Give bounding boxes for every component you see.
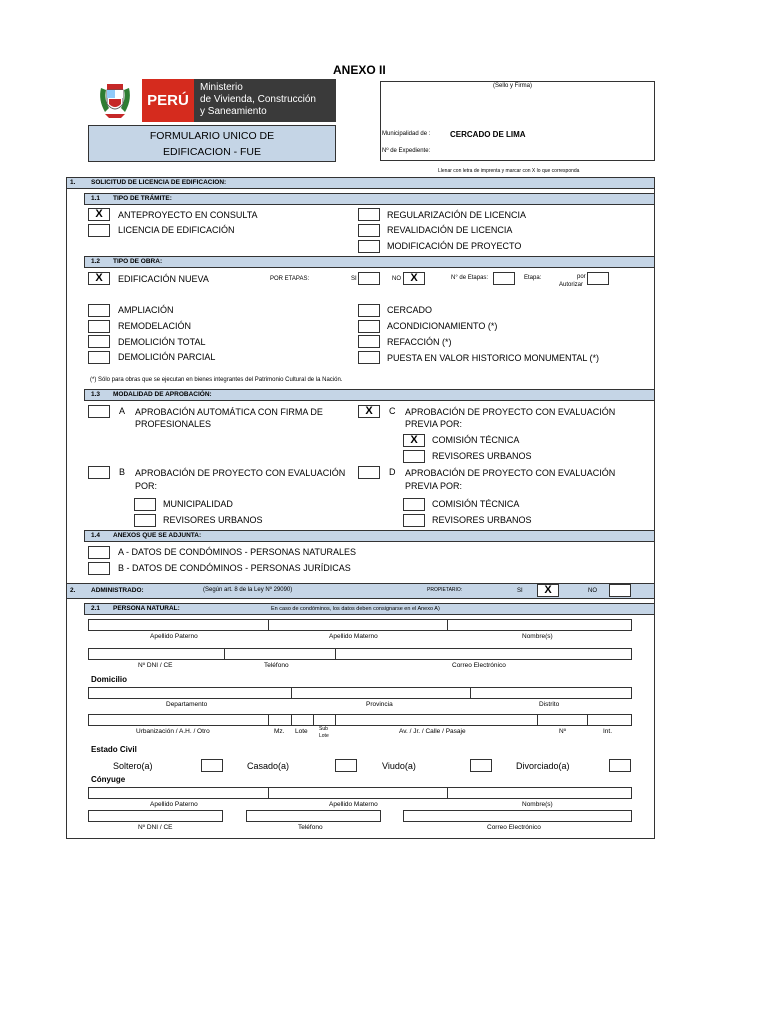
label-viudo: Viudo(a) <box>382 761 416 771</box>
label-modalidad-b-1: APROBACIÓN DE PROYECTO CON EVALUACIÓN <box>135 468 346 478</box>
obra-footnote: (*) Sólo para obras que se ejecutan en bienes integrantes del Patrimonio Cultural de la Nación. <box>90 377 343 383</box>
section-2-no: NO <box>588 588 597 594</box>
checkbox-cercado[interactable] <box>358 304 380 317</box>
label-d-comision: COMISIÓN TÉCNICA <box>432 499 520 509</box>
section-2-propietario: PROPIETARIO: <box>427 587 463 593</box>
section-1-2-num: 1.2 <box>91 258 101 265</box>
checkbox-refaccion[interactable] <box>358 335 380 348</box>
label-por: por <box>577 274 586 280</box>
section-1-1-num: 1.1 <box>91 195 101 202</box>
caption-nombres: Nombre(s) <box>522 633 553 640</box>
input-dni[interactable] <box>88 648 223 660</box>
label-c-comision: COMISIÓN TÉCNICA <box>432 435 520 445</box>
checkbox-viudo[interactable] <box>470 759 492 772</box>
label-c-revisores: REVISORES URBANOS <box>432 451 532 461</box>
label-modalidad-a-letter: A <box>119 406 126 416</box>
caption-interior: Int. <box>603 728 613 735</box>
label-divorciado: Divorciado(a) <box>516 761 570 771</box>
caption-apellido-materno: Apellido Materno <box>329 633 378 640</box>
section-1-1-header <box>84 193 655 205</box>
peru-logo-text: PERÚ <box>147 92 189 109</box>
caption-urbanizacion: Urbanización / A.H. / Otro <box>136 728 210 735</box>
municipalidad-value[interactable]: CERCADO DE LIMA <box>450 130 526 139</box>
checkbox-c-revisores[interactable] <box>403 450 425 463</box>
caption-conyuge-dni: Nº DNI / CE <box>138 824 173 831</box>
section-1-4-title: ANEXOS QUE SE ADJUNTA: <box>113 532 202 539</box>
label-estado-civil: Estado Civil <box>91 745 137 754</box>
checkbox-regularizacion[interactable] <box>358 208 380 221</box>
checkbox-puesta-en-valor[interactable] <box>358 351 380 364</box>
checkbox-modificacion[interactable] <box>358 240 380 253</box>
form-title-line-2: EDIFICACION - FUE <box>162 146 261 158</box>
input-conyuge-dni[interactable] <box>88 810 223 822</box>
label-modalidad-c-1: APROBACIÓN DE PROYECTO CON EVALUACIÓN <box>405 407 616 417</box>
input-sublote[interactable] <box>313 714 334 726</box>
label-b-municipalidad: MUNICIPALIDAD <box>163 499 233 509</box>
checkbox-anteproyecto[interactable]: X <box>88 208 110 221</box>
label-revalidacion: REVALIDACIÓN DE LICENCIA <box>387 225 513 235</box>
label-modificacion: MODIFICACIÓN DE PROYECTO <box>387 241 522 251</box>
label-b-revisores: REVISORES URBANOS <box>163 515 263 525</box>
section-1-header <box>66 177 655 189</box>
label-autorizar: Autorizar <box>559 282 584 288</box>
section-2-title: ADMINISTRADO: <box>91 587 144 594</box>
form-title-box <box>88 125 336 162</box>
caption-conyuge-correo: Correo Electrónico <box>487 824 541 831</box>
input-etapa[interactable] <box>587 272 609 285</box>
checkbox-b-municipalidad[interactable] <box>134 498 156 511</box>
label-cercado: CERCADO <box>387 305 433 315</box>
section-2-ley: (Según art. 8 de la Ley Nº 29090) <box>203 587 293 593</box>
checkbox-demolicion-total[interactable] <box>88 335 110 348</box>
caption-correo: Correo Electrónico <box>452 662 506 669</box>
caption-conyuge-telefono: Teléfono <box>298 824 323 831</box>
section-2-1-header <box>84 603 655 615</box>
page-title: ANEXO II <box>333 63 386 77</box>
label-ampliacion: AMPLIACIÓN <box>118 305 174 315</box>
input-conyuge-nombres[interactable] <box>447 787 632 799</box>
caption-conyuge-nombres: Nombre(s) <box>522 801 553 808</box>
label-conyuge: Cónyuge <box>91 775 126 784</box>
section-1-2-header <box>84 256 655 268</box>
caption-departamento: Departamento <box>166 701 208 708</box>
section-1-num: 1. <box>70 179 76 186</box>
checkbox-etapas-no[interactable]: X <box>403 272 425 285</box>
checkbox-anexo-b[interactable] <box>88 562 110 575</box>
label-modalidad-b-letter: B <box>119 467 126 477</box>
label-modalidad-b-2: POR: <box>135 481 158 491</box>
checkbox-etapas-si[interactable] <box>358 272 380 285</box>
checkbox-demolicion-parcial[interactable] <box>88 351 110 364</box>
input-telefono[interactable] <box>224 648 334 660</box>
caption-numero: Nº <box>559 728 567 735</box>
checkbox-revalidacion[interactable] <box>358 224 380 237</box>
section-1-1-title: TIPO DE TRÁMITE: <box>113 195 172 202</box>
section-1-4-header <box>84 530 655 542</box>
checkbox-acondicionamiento[interactable] <box>358 320 380 333</box>
input-apellido-paterno[interactable] <box>88 619 267 631</box>
input-urbanizacion[interactable] <box>88 714 267 726</box>
caption-apellido-paterno: Apellido Paterno <box>150 633 198 640</box>
checkbox-divorciado[interactable] <box>609 759 631 772</box>
label-acondicionamiento: ACONDICIONAMIENTO (*) <box>387 321 498 331</box>
label-n-etapas: N° de Etapas: <box>451 275 489 281</box>
label-edificacion-nueva: EDIFICACIÓN NUEVA <box>118 274 209 284</box>
label-refaccion: REFACCIÓN (*) <box>387 337 452 347</box>
caption-conyuge-apellido-materno: Apellido Materno <box>329 801 378 808</box>
label-anteproyecto: ANTEPROYECTO EN CONSULTA <box>118 210 258 220</box>
municipalidad-label: Municipalidad de : <box>382 131 431 137</box>
label-domicilio: Domicilio <box>91 675 128 684</box>
input-interior[interactable] <box>587 714 632 726</box>
section-1-4-num: 1.4 <box>91 532 101 539</box>
checkbox-casado[interactable] <box>335 759 357 772</box>
input-numero[interactable] <box>537 714 586 726</box>
label-d-revisores: REVISORES URBANOS <box>432 515 532 525</box>
caption-via: Av. / Jr. / Calle / Pasaje <box>399 728 466 735</box>
label-modalidad-a-2: PROFESIONALES <box>135 419 212 429</box>
label-demolicion-parcial: DEMOLICIÓN PARCIAL <box>118 352 216 362</box>
peru-logo <box>142 79 194 122</box>
input-departamento[interactable] <box>88 687 290 699</box>
ministry-line-2: de Vivienda, Construcción <box>200 94 316 105</box>
label-soltero: Soltero(a) <box>113 761 153 771</box>
label-licencia: LICENCIA DE EDIFICACIÓN <box>118 225 235 235</box>
checkbox-remodelacion[interactable] <box>88 320 110 333</box>
label-etapas-si: SI <box>351 276 357 282</box>
input-lote[interactable] <box>291 714 312 726</box>
section-2-num: 2. <box>70 587 76 594</box>
label-modalidad-c-2: PREVIA POR: <box>405 419 463 429</box>
input-correo[interactable] <box>335 648 632 660</box>
section-1-3-header <box>84 389 655 401</box>
caption-telefono: Teléfono <box>264 662 289 669</box>
label-por-etapas: POR ETAPAS: <box>270 276 310 282</box>
checkbox-c-comision[interactable]: X <box>403 434 425 447</box>
section-1-3-title: MODALIDAD DE APROBACIÓN: <box>113 391 212 398</box>
form-title-line-1: FORMULARIO UNICO DE <box>149 130 275 142</box>
checkbox-propietario-si[interactable]: X <box>537 584 559 597</box>
label-puesta-en-valor: PUESTA EN VALOR HISTORICO MONUMENTAL (*) <box>387 353 600 363</box>
caption-lote: Lote <box>295 728 308 735</box>
caption-sub: Sub <box>319 726 328 732</box>
input-conyuge-telefono[interactable] <box>246 810 381 822</box>
ministry-line-1: Ministerio <box>200 82 243 93</box>
input-provincia[interactable] <box>291 687 470 699</box>
label-modalidad-d-1: APROBACIÓN DE PROYECTO CON EVALUACIÓN <box>405 468 616 478</box>
checkbox-soltero[interactable] <box>201 759 223 772</box>
label-regularizacion: REGULARIZACIÓN DE LICENCIA <box>387 210 527 220</box>
checkbox-d-revisores[interactable] <box>403 514 425 527</box>
label-modalidad-a-1: APROBACIÓN AUTOMÁTICA CON FIRMA DE <box>135 407 323 417</box>
checkbox-b-revisores[interactable] <box>134 514 156 527</box>
sello-label: (Sello y Firma) <box>493 83 533 89</box>
label-remodelacion: REMODELACIÓN <box>118 321 192 331</box>
ministry-line-3: y Saneamiento <box>200 106 267 117</box>
label-etapa: Etapa: <box>524 275 542 281</box>
section-1-title: SOLICITUD DE LICENCIA DE EDIFICACION: <box>91 179 227 186</box>
label-etapas-no: NO <box>392 276 401 282</box>
section-2-1-note: En caso de condóminos, los datos deben consignarse en el Anexo A) <box>271 606 440 612</box>
expediente-label: Nº de Expediente: <box>382 148 431 154</box>
instructions-note: Llenar con letra de imprenta y marcar con X lo que corresponda <box>438 168 580 174</box>
label-modalidad-d-2: PREVIA POR: <box>405 481 463 491</box>
caption-conyuge-apellido-paterno: Apellido Paterno <box>150 801 198 808</box>
section-2-1-title: PERSONA NATURAL: <box>113 605 180 612</box>
input-apellido-materno[interactable] <box>268 619 447 631</box>
section-1-2-title: TIPO DE OBRA: <box>113 258 163 265</box>
checkbox-propietario-no[interactable] <box>609 584 631 597</box>
label-demolicion-total: DEMOLICIÓN TOTAL <box>118 337 206 347</box>
label-casado: Casado(a) <box>247 761 290 771</box>
label-modalidad-d-letter: D <box>389 467 396 477</box>
caption-sublote: Lote <box>319 733 329 739</box>
caption-dni: Nº DNI / CE <box>138 662 173 669</box>
label-modalidad-c-letter: C <box>389 406 396 416</box>
input-conyuge-correo[interactable] <box>403 810 632 822</box>
caption-provincia: Provincia <box>366 701 393 708</box>
label-anexo-b: B - DATOS DE CONDÓMINOS - PERSONAS JURÍDICAS <box>118 563 351 573</box>
checkbox-modalidad-a[interactable] <box>88 405 110 418</box>
caption-mz: Mz. <box>274 728 285 735</box>
input-nombres[interactable] <box>447 619 632 631</box>
section-1-3-num: 1.3 <box>91 391 101 398</box>
checkbox-ampliacion[interactable] <box>88 304 110 317</box>
ministry-logo <box>194 79 336 122</box>
coat-of-arms-icon <box>97 80 133 120</box>
input-via[interactable] <box>335 714 536 726</box>
input-mz[interactable] <box>268 714 290 726</box>
input-conyuge-apellido-materno[interactable] <box>268 787 447 799</box>
input-conyuge-apellido-paterno[interactable] <box>88 787 267 799</box>
checkbox-anexo-a[interactable] <box>88 546 110 559</box>
checkbox-licencia[interactable] <box>88 224 110 237</box>
caption-distrito: Distrito <box>539 701 560 708</box>
checkbox-modalidad-d[interactable] <box>358 466 380 479</box>
input-distrito[interactable] <box>470 687 632 699</box>
checkbox-d-comision[interactable] <box>403 498 425 511</box>
section-2-header <box>66 583 655 599</box>
checkbox-edificacion-nueva[interactable]: X <box>88 272 110 285</box>
section-2-1-num: 2.1 <box>91 605 101 612</box>
checkbox-modalidad-b[interactable] <box>88 466 110 479</box>
label-anexo-a: A - DATOS DE CONDÓMINOS - PERSONAS NATURALES <box>118 547 357 557</box>
section-2-si: SI <box>517 588 523 594</box>
checkbox-modalidad-c[interactable]: X <box>358 405 380 418</box>
input-n-etapas[interactable] <box>493 272 515 285</box>
